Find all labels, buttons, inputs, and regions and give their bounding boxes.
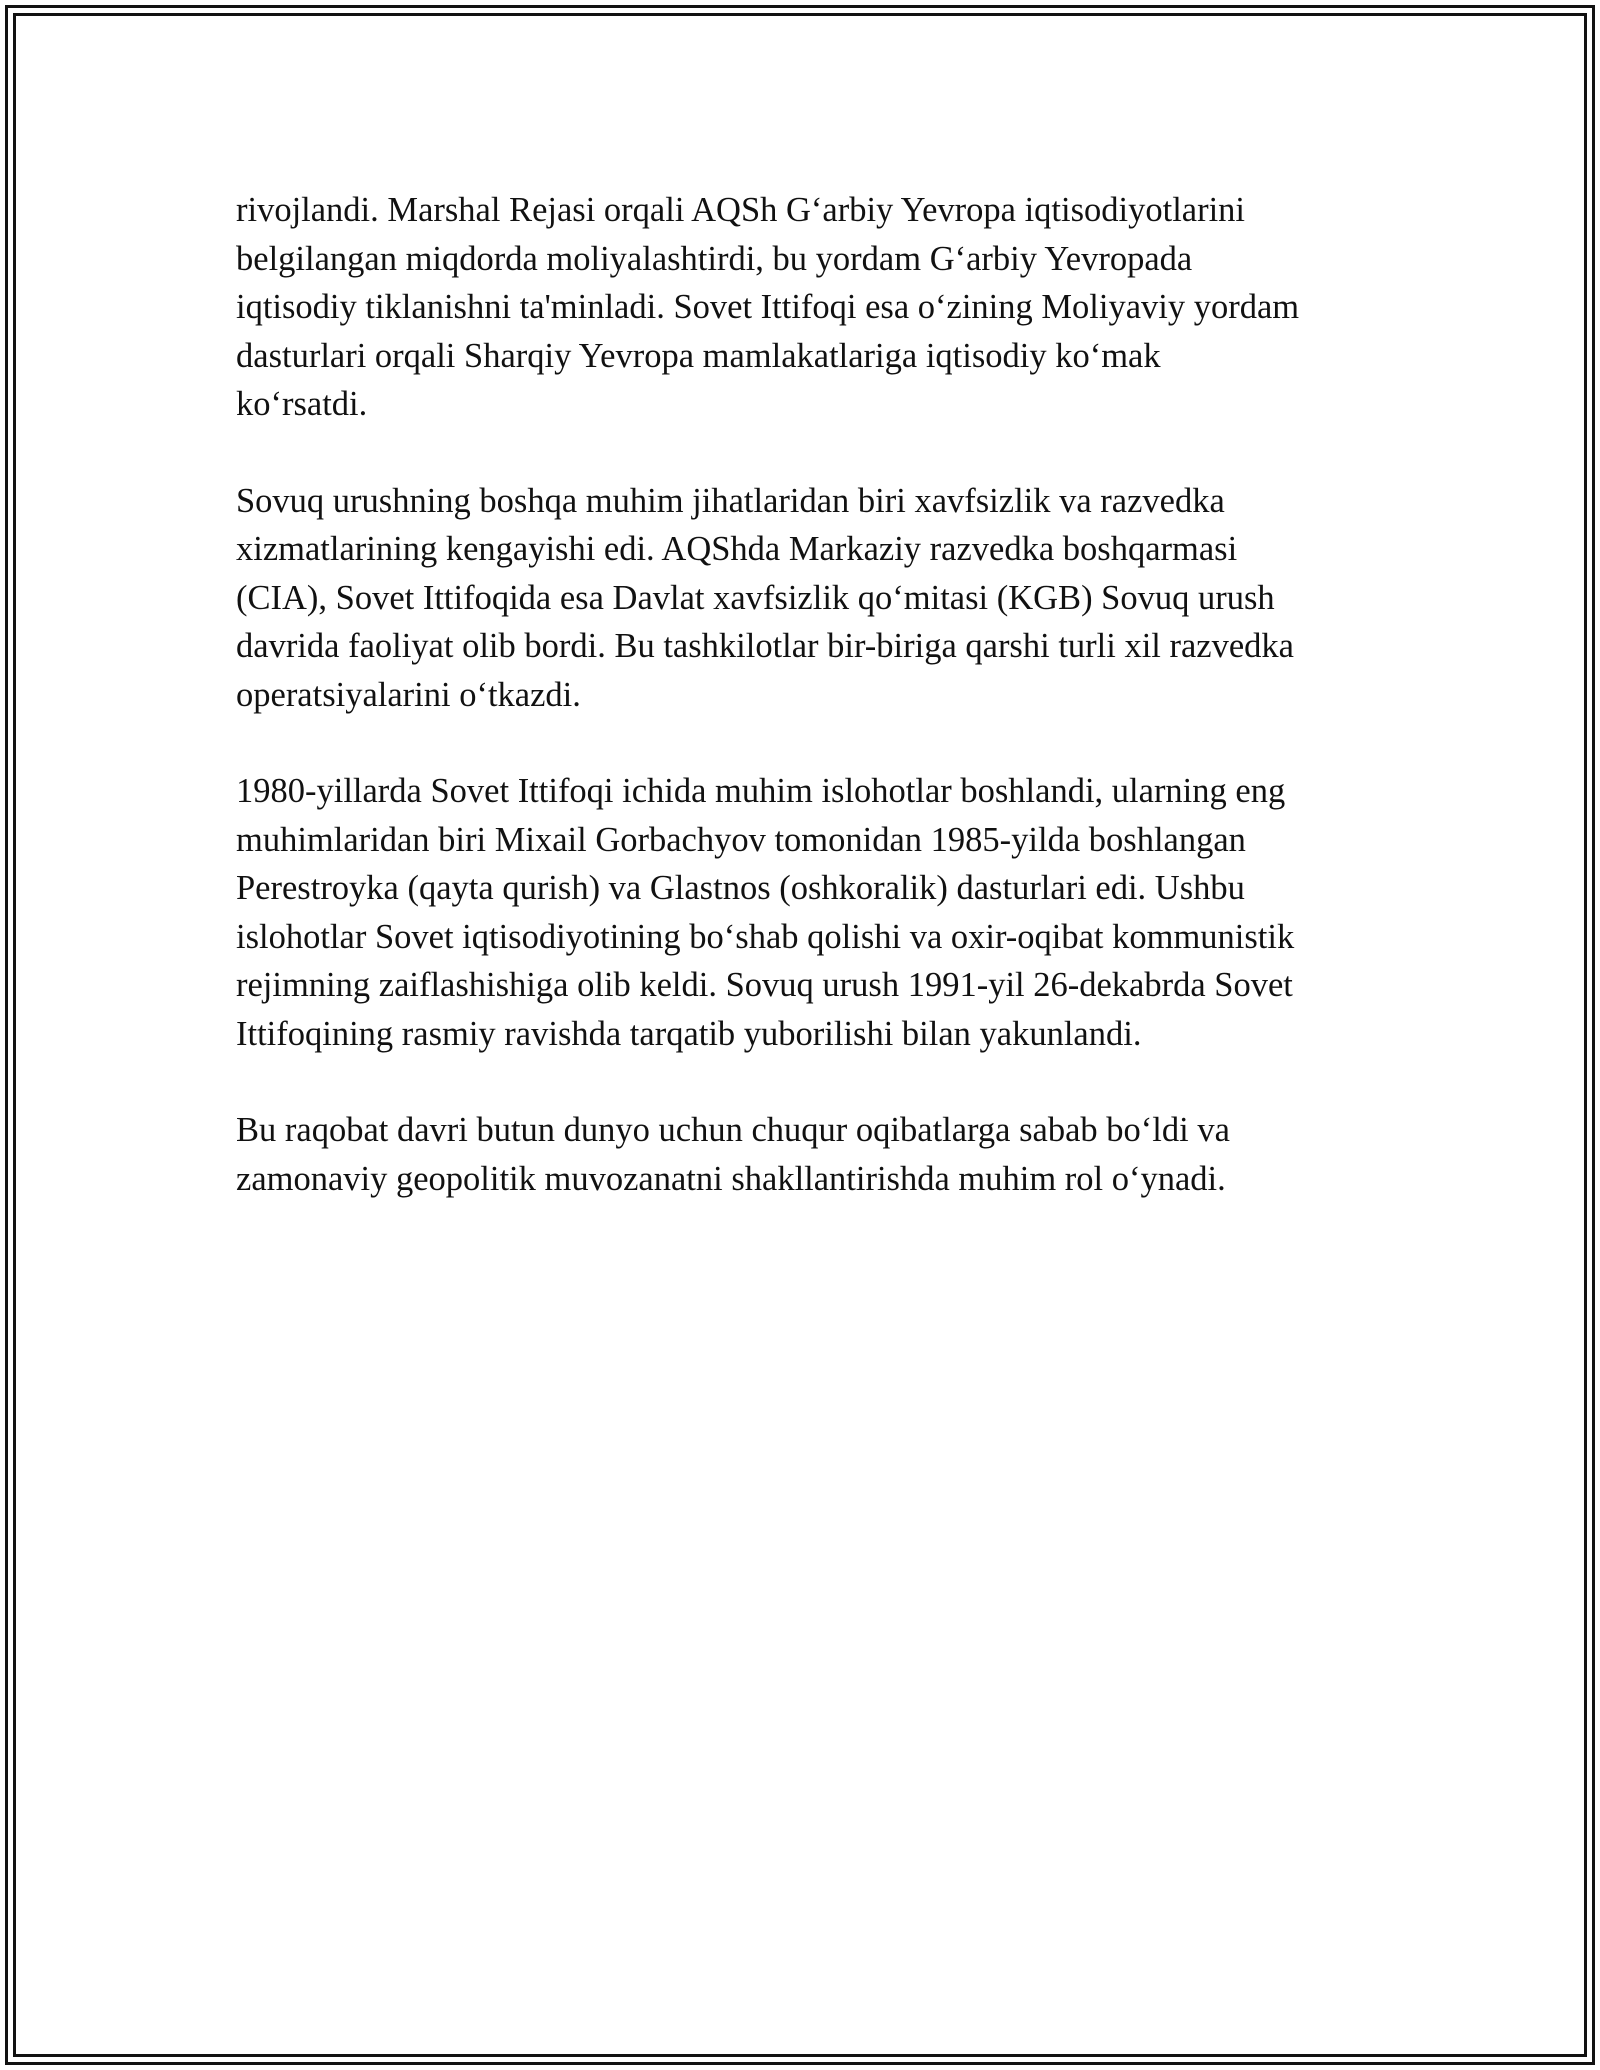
paragraph-intelligence-services: Sovuq urushning boshqa muhim jihatlaridan biri xavfsizlik va razvedka xizmatlarining kengayishi edi. AQShda Markaziy razvedka boshqarmasi (CIA), Sovet Ittifoqida esa Davlat xavfsizlik qo‘mitasi (KGB) Sovuq urush davrida faoliyat olib bordi. Bu tashkilotlar bir-biriga qarshi turli xil razvedka operatsiyalarini o‘tkazdi. — [236, 481, 1294, 714]
paragraph-marshall-plan: rivojlandi. Marshal Rejasi orqali AQSh G‘arbiy Yevropa iqtisodiyotlarini belgilangan miqdorda moliyalashtirdi, bu yordam G‘arbiy Yevropada iqtisodiy tiklanishni ta'minladi. Sovet Ittifoqi esa o‘zining Moliyaviy yordam dasturlari orqali Sharqiy Yevropa mamlakatlariga iqtisodiy ko‘mak ko‘rsatdi. — [236, 191, 1300, 423]
paragraph-reforms: 1980-yillarda Sovet Ittifoqi ichida muhim islohotlar boshlandi, ularning eng muhimlaridan biri Mixail Gorbachyov tomonidan 1985-yilda boshlangan Perestroyka (qayta qurish) va Glastnos (oshkoralik) dasturlari edi. Ushbu islohotlar Sovet iqtisodiyotining bo‘shab qolishi va oxir-oqibat kommunistik rejimning zaiflashishiga olib keldi. Sovuq urush 1991-yil 26-dekabrda Sovet Ittifoqining rasmiy ravishda tarqatib yuborilishi bilan yakunlandi. — [236, 772, 1295, 1053]
document-body — [236, 186, 1396, 1251]
paragraph-conclusion: Bu raqobat davri butun dunyo uchun chuqur oqibatlarga sabab bo‘ldi va zamonaviy geopolitik muvozanatni shakllantirishda muhim rol o‘ynadi. — [236, 1111, 1230, 1198]
